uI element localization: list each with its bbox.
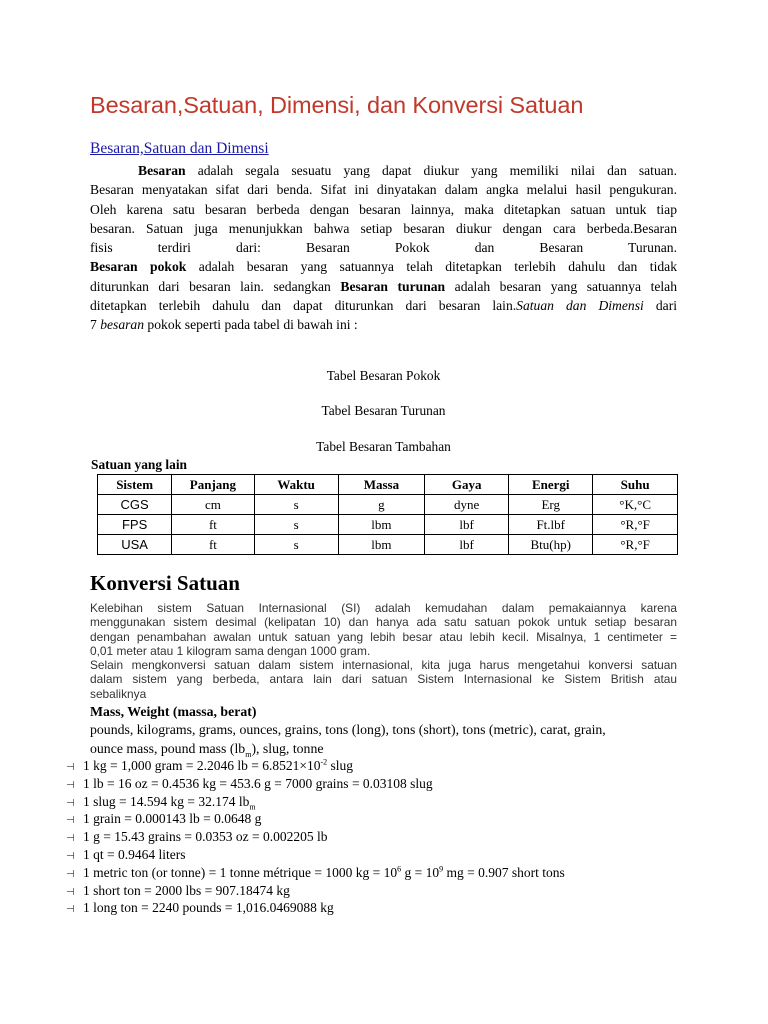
- paragraph-line: sebaliknya: [90, 686, 147, 701]
- bullet-icon: ⊣: [66, 779, 75, 791]
- konversi-satuan-heading: Konversi Satuan: [90, 571, 240, 595]
- table-cell: Btu(hp): [509, 535, 593, 555]
- table-cell: dyne: [425, 495, 509, 515]
- table-cell: ft: [172, 535, 254, 555]
- list-item: ⊣ 1 grain = 0.000143 lb = 0.0648 g: [66, 810, 565, 828]
- intro-line: ditetapkan terlebih dahulu dan dapat diturunkan dari besaran lain.Satuan dan Dimensi dari: [90, 298, 677, 314]
- bullet-icon: ⊣: [66, 797, 75, 809]
- intro-line: fisis terdiri dari: Besaran Pokok dan Besaran Turunan.: [90, 240, 677, 256]
- konversi-paragraph-2: [90, 658, 677, 701]
- list-item: ⊣ 1 lb = 16 oz = 0.4536 kg = 453.6 g = 7000 grains = 0.03108 slug: [66, 775, 565, 793]
- paragraph-line: Kelebihan sistem Satuan Internasional (SI) adalah kemudahan dalam pemakaiannya karena: [90, 601, 677, 615]
- units-line: pounds, kilograms, grams, ounces, grains, tons (long), tons (short), tons (metric), carat, grain,: [90, 722, 606, 737]
- conversion-list: [66, 757, 565, 917]
- term-besaran: Besaran: [138, 163, 186, 178]
- table-cell: Erg: [509, 495, 593, 515]
- intro-line: Besaran adalah segala sesuatu yang dapat diukur yang memiliki nilai dan satuan.: [138, 163, 677, 178]
- table-cell: ft: [172, 515, 254, 535]
- table-row: [98, 495, 678, 515]
- table-cell: s: [254, 535, 338, 555]
- units-line: ounce mass, pound mass $(lb_m)$, slug, tonne: [90, 740, 324, 759]
- table-row: [98, 515, 678, 535]
- paragraph-line: menggunakan sistem desimal (kelipatan 10) dan hanya ada satu satuan pokok untuk setiap besaran: [90, 615, 677, 630]
- list-item: ⊣ 1 long ton = 2240 pounds = 1,016.0469088 kg: [66, 899, 565, 917]
- bullet-icon: ⊣: [66, 886, 75, 898]
- table-cell: lbf: [425, 515, 509, 535]
- table-cell: °R,°F: [593, 535, 678, 555]
- paragraph-line: dengan penambahan awalan untuk satuan yang lebih besar atau lebih kecil. Misalnya, 1 centimeter =: [90, 629, 677, 644]
- table-cell: Ft.lbf: [509, 515, 593, 535]
- list-item: ⊣ 1 g = 15.43 grains = 0.0353 oz = 0.002205 lb: [66, 828, 565, 846]
- column-header: Sistem: [98, 475, 172, 495]
- table-cell: USA: [98, 535, 172, 555]
- paragraph-line: 0,01 meter atau 1 kilogram sama dengan 1000 gram.: [90, 643, 371, 658]
- column-header: Massa: [338, 475, 424, 495]
- bullet-icon: ⊣: [66, 762, 75, 773]
- satuan-lain-table: [97, 474, 678, 555]
- bullet-icon: ⊣: [66, 850, 75, 862]
- intro-paragraph: [90, 161, 677, 335]
- section-link-besaran-satuan-dimensi[interactable]: Besaran,Satuan dan Dimensi: [90, 140, 269, 157]
- mass-units-list: [90, 721, 606, 758]
- intro-line: Besaran menyatakan sifat dari benda. Sifat ini dinyatakan dalam angka melalui hasil pengukuran.: [90, 182, 677, 198]
- table-cell: lbm: [338, 535, 424, 555]
- table-cell: FPS: [98, 515, 172, 535]
- table-cell: °R,°F: [593, 515, 678, 535]
- column-header: Waktu: [254, 475, 338, 495]
- caption-tabel-besaran-turunan: Tabel Besaran Turunan: [321, 403, 446, 418]
- term-besaran-turunan: Besaran turunan: [340, 278, 446, 294]
- term-besaran-pokok: Besaran pokok: [90, 259, 187, 275]
- table-cell: CGS: [98, 495, 172, 515]
- list-item: ⊣ 1 slug = 14.594 kg = 32.174 $lb_m$: [66, 793, 256, 812]
- bullet-icon: ⊣: [66, 833, 75, 845]
- list-item: ⊣ 1 short ton = 2000 lbs = 907.18474 kg: [66, 882, 565, 900]
- intro-line: besaran. Satuan juga menunjukkan bahwa setiap besaran diukur dengan cara berbeda.Besaran: [90, 220, 677, 236]
- bullet-icon: ⊣: [66, 904, 75, 916]
- intro-line: Oleh karena satu besaran berbeda dengan besaran lainnya, maka ditetapkan satuan untuk tiap: [90, 201, 677, 217]
- satuan-lain-heading: Satuan yang lain: [91, 457, 188, 472]
- intro-line: 7 besaran pokok seperti pada tabel di bawah ini :: [90, 317, 358, 333]
- table-header-row: [98, 475, 678, 495]
- table-cell: g: [338, 495, 424, 515]
- list-item: ⊣ 1 metric ton (or tonne) = 1 tonne métrique = 1000 kg = $10^6$ $g = 10^9$ mg = 0.907 short tons: [66, 864, 565, 882]
- intro-line: diturunkan dari besaran lain. sedangkan Besaran turunan adalah besaran yang satuannya telah: [90, 278, 678, 294]
- paragraph-line: Selain mengkonversi satuan dalam sistem internasional, kita juga harus mengetahui konversi satuan: [90, 658, 677, 672]
- column-header: Panjang: [172, 475, 254, 495]
- caption-tabel-besaran-pokok: Tabel Besaran Pokok: [326, 368, 441, 383]
- intro-line: Besaran pokok adalah besaran yang satuannya telah ditetapkan terlebih dahulu dan tidak: [90, 259, 677, 275]
- column-header: Suhu: [593, 475, 678, 495]
- table-cell: °K,°C: [593, 495, 678, 515]
- page-title: Besaran,Satuan, Dimensi, dan Konversi Satuan: [90, 92, 584, 118]
- table-row: [98, 535, 678, 555]
- table-cell: s: [254, 495, 338, 515]
- table-cell: lbf: [425, 535, 509, 555]
- mass-weight-heading: Mass, Weight (massa, berat): [90, 704, 257, 719]
- table-cell: lbm: [338, 515, 424, 535]
- table-cell: cm: [172, 495, 254, 515]
- list-item: ⊣ 1 kg = 1,000 gram = 2.2046 lb = $6.8521\times 10^{-2}$ slug: [66, 757, 565, 775]
- list-item: ⊣ 1 qt = 0.9464 liters: [66, 846, 565, 864]
- column-header: Gaya: [425, 475, 509, 495]
- caption-tabel-besaran-tambahan: Tabel Besaran Tambahan: [316, 439, 451, 454]
- bullet-icon: ⊣: [66, 868, 75, 880]
- paragraph-line: dalam sistem yang berbeda, antara lain dari satuan Sistem Internasional ke Sistem British atau: [90, 672, 677, 687]
- table-cell: s: [254, 515, 338, 535]
- konversi-paragraph-1: [90, 601, 677, 658]
- column-header: Energi: [509, 475, 593, 495]
- bullet-icon: ⊣: [66, 815, 75, 827]
